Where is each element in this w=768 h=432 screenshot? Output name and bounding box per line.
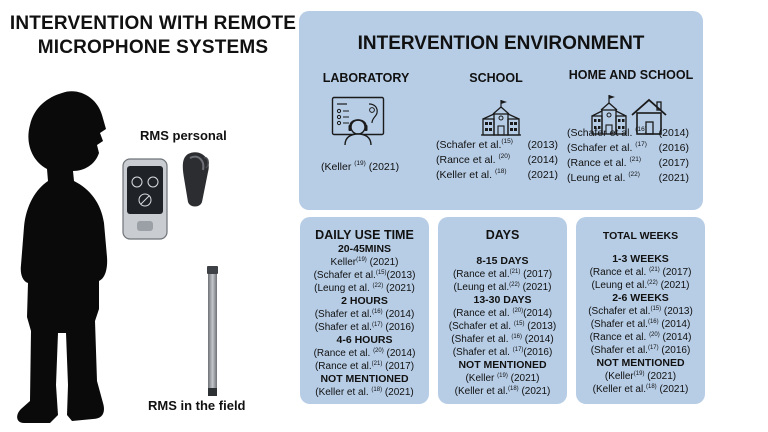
person-screen-icon (331, 96, 385, 146)
days-title: DAYS (485, 228, 520, 242)
list-item (436, 138, 558, 153)
home-and-school-heading: HOME AND SCHOOL (568, 68, 694, 82)
group-heading: 13-30 DAYS (473, 294, 532, 306)
citation-year: (2016) (661, 345, 691, 356)
group-heading: 20-45MINS (337, 243, 392, 255)
citation-year: (2016) (523, 347, 553, 358)
citation-ref: (21) (649, 267, 660, 273)
citation-name: (Leung et al. (314, 283, 370, 294)
citation-year: (2021) (384, 387, 414, 398)
citation-year: (2021) (658, 172, 689, 184)
daily-use-groups (300, 243, 429, 399)
group-heading: 2-6 WEEKS (612, 292, 669, 304)
list-item (436, 153, 558, 168)
citation-ref: (17) (512, 347, 524, 353)
citation-year: (2013) (386, 270, 416, 281)
citation-ref: (19) (354, 160, 366, 167)
citation-ref: (15) (513, 321, 525, 327)
child-silhouette-icon (0, 85, 115, 432)
rms-personal-label: RMS personal (140, 128, 227, 143)
list-item (567, 141, 689, 156)
citation-name: (Schafer et al. (588, 306, 651, 317)
list-item (438, 307, 567, 320)
list-item (576, 318, 705, 331)
main-title (8, 12, 298, 60)
list-item (576, 266, 705, 279)
school-building-icon (480, 98, 522, 136)
list-item (436, 168, 558, 183)
citation-ref: (21) (509, 269, 521, 275)
citation-name: (Schafer et al. (313, 270, 376, 281)
list-item (300, 360, 429, 373)
citation-ref: (18) (646, 384, 657, 390)
total-weeks-title: TOTAL WEEKS (602, 230, 679, 242)
citation-year: (2016) (385, 322, 415, 333)
list-item (576, 279, 705, 292)
list-item (300, 321, 429, 334)
citation-name: (Rance et al. (567, 157, 627, 169)
list-item (438, 281, 567, 294)
citation-name: (Shafer et al. (590, 345, 648, 356)
group-heading: 2 HOURS (341, 295, 388, 307)
list-item (438, 372, 567, 385)
group-heading: NOT MENTIONED (596, 357, 685, 369)
citation-year: (2021) (521, 386, 551, 397)
citation-year: (2014) (385, 309, 415, 320)
citation-ref: (15) (375, 270, 387, 276)
citation-ref: (17) (371, 322, 383, 328)
group-heading: NOT MENTIONED (320, 373, 409, 385)
citation-name: (Shafer et al. (314, 309, 372, 320)
citation-name: (Rance et al. (436, 154, 496, 166)
citation-year: (2021) (522, 282, 552, 293)
list-item (438, 385, 567, 398)
citation-year: (2021) (368, 161, 400, 173)
citation-year: (2014) (386, 348, 416, 359)
citation-year: (2014) (523, 308, 553, 319)
citation-year: (2021) (647, 371, 677, 382)
citation-name: (Schafer et al. (567, 127, 633, 139)
citation-name: (Keller et al. (592, 384, 646, 395)
citation-year: (2017) (385, 361, 415, 372)
rms-field-label: RMS in the field (148, 398, 246, 413)
list-item (567, 171, 689, 186)
list-item (300, 308, 429, 321)
citation-name: (Keller (604, 371, 634, 382)
field-microphone-icon (205, 266, 220, 396)
list-item (438, 346, 567, 359)
citation-name: (Keller et al. (436, 169, 493, 181)
citation-ref: (17) (635, 141, 647, 148)
group-heading: 8-15 DAYS (476, 255, 529, 267)
citation-name: (Keller (465, 373, 495, 384)
citation-ref: (20) (498, 153, 511, 160)
citation-year: (2013) (663, 306, 693, 317)
list-item (567, 156, 689, 171)
citation-year: (2014) (658, 127, 689, 139)
citation-year: (2021) (660, 280, 690, 291)
daily-use-time-panel (300, 217, 429, 404)
citation-ref: (20) (649, 332, 660, 338)
citation-ref: (19) (633, 371, 645, 377)
list-item (567, 126, 689, 141)
list-item (576, 383, 705, 396)
list-item (576, 331, 705, 344)
citation-name: (Schafer et al. (567, 142, 633, 154)
citation-ref: (16) (371, 309, 383, 315)
citation-name: (Schafer et al. (436, 139, 502, 151)
hearing-aid-icon (178, 150, 212, 208)
citation-year: (2021) (527, 169, 558, 181)
citation-year: (2017) (662, 267, 692, 278)
list-item (576, 305, 705, 318)
citation-name: (Shafer et al. (314, 322, 372, 333)
school-heading: SCHOOL (469, 71, 523, 85)
citation-name: (Keller et al. (315, 387, 369, 398)
citation-ref: (16) (635, 126, 647, 133)
citation-name: (Keller (321, 161, 352, 173)
total-weeks-panel (576, 217, 705, 404)
citation-name: (Keller et al. (454, 386, 508, 397)
citation-name: (Rance et al. (589, 332, 647, 343)
citation-year: (2014) (662, 332, 692, 343)
citation-ref: (22) (628, 171, 640, 178)
citation-name: (Leung et al. (567, 172, 626, 184)
citation-name: (Rance et al. (452, 269, 510, 280)
citation-name: (Rance et al. (589, 267, 647, 278)
weeks-groups (576, 253, 705, 396)
citation-year: (2013) (527, 139, 558, 151)
group-heading: 4-6 HOURS (336, 334, 393, 346)
laboratory-heading: LABORATORY (322, 71, 410, 85)
citation-name: (Leung et al. (591, 280, 648, 291)
group-heading: 1-3 WEEKS (612, 253, 669, 265)
list-item (438, 268, 567, 281)
list-item (576, 344, 705, 357)
citation-year: (2017) (523, 269, 553, 280)
citation-ref: (15) (501, 138, 513, 145)
citation-name: (Leung et al. (453, 282, 510, 293)
days-panel (438, 217, 567, 404)
citation-name: (Shafer et al. (451, 334, 509, 345)
citation-name: (Rance et al. (314, 361, 372, 372)
school-citation-list (436, 138, 558, 183)
list-item (300, 282, 429, 295)
main-title-line2: MICROPHONE SYSTEMS (37, 37, 269, 58)
citation-name: (Rance et al. (313, 348, 371, 359)
citation-ref: (22) (647, 280, 658, 286)
citation-ref: (16) (647, 319, 659, 325)
list-item (300, 256, 429, 269)
citation-year: (2014) (661, 319, 691, 330)
citation-year: (2017) (658, 157, 689, 169)
citation-name: (Schafer et al. (448, 321, 512, 332)
citation-ref: (17) (647, 345, 659, 351)
citation-ref: (22) (372, 283, 384, 289)
citation-name: (Rance et al. (452, 308, 510, 319)
citation-name: (Shafer et al. (590, 319, 648, 330)
citation-name: Keller (330, 257, 357, 268)
citation-ref: (21) (629, 156, 642, 163)
citation-ref: (18) (371, 387, 383, 393)
citation-ref: (19) (356, 257, 367, 263)
citation-ref: (22) (509, 282, 520, 288)
list-item (438, 320, 567, 333)
citation-ref: (20) (373, 348, 384, 354)
citation-year: (2021) (510, 373, 540, 384)
citation-ref: (20) (512, 308, 524, 314)
citation-ref: (15) (650, 306, 662, 312)
citation-ref: (18) (494, 168, 507, 175)
citation-year: (2016) (658, 142, 689, 154)
citation-name: (Shafer et al. (452, 347, 510, 358)
environment-title: INTERVENTION ENVIRONMENT (357, 33, 645, 54)
laboratory-citation (321, 160, 399, 175)
intervention-environment-panel (299, 11, 703, 210)
citation-year: (2021) (369, 257, 399, 268)
list-item (300, 269, 429, 282)
citation-ref: (21) (371, 361, 383, 367)
remote-microphone-device-icon (122, 158, 168, 240)
citation-ref: (18) (508, 386, 519, 392)
main-title-line1: INTERVENTION WITH REMOTE (9, 13, 297, 34)
citation-year: (2021) (659, 384, 689, 395)
home-school-citation-list (567, 126, 689, 186)
list-item (300, 386, 429, 399)
citation-year: (2021) (385, 283, 415, 294)
citation-year: (2013) (527, 321, 557, 332)
list-item (300, 347, 429, 360)
citation-ref: (16) (511, 334, 523, 340)
citation-year: (2014) (524, 334, 554, 345)
citation-year: (2014) (527, 154, 558, 166)
daily-use-time-title: DAILY USE TIME (315, 228, 414, 242)
days-groups (438, 255, 567, 398)
list-item (576, 370, 705, 383)
group-heading: NOT MENTIONED (458, 359, 547, 371)
list-item (438, 333, 567, 346)
citation-ref: (19) (497, 373, 508, 379)
